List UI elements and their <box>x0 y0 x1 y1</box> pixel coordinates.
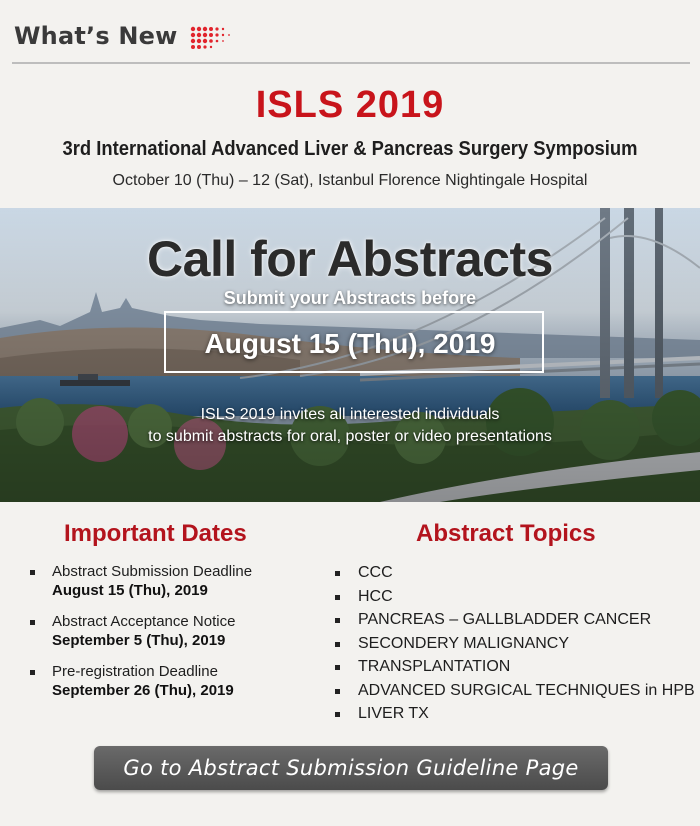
date-label: Pre-registration Deadline <box>52 663 218 680</box>
deadline-label-wrap <box>0 288 700 309</box>
bullet-icon <box>335 665 340 670</box>
event-title: ISLS 2019 <box>255 84 445 126</box>
list-item <box>24 612 252 662</box>
date-label: Abstract Acceptance Notice <box>52 613 236 630</box>
deadline-date: August 15 (Thu), 2019 <box>204 328 496 359</box>
topic-label: PANCREAS – GALLBLADDER CANCER <box>358 611 652 628</box>
header <box>0 0 700 64</box>
abstract-guideline-button[interactable]: Go to Abstract Submission Guideline Page <box>94 746 608 790</box>
list-item <box>330 562 695 586</box>
bullet-icon <box>335 618 340 623</box>
list-item <box>24 662 252 712</box>
topic-label: ADVANCED SURGICAL TECHNIQUES in HPB <box>358 681 695 699</box>
list-item <box>330 703 695 727</box>
event-date-venue: October 10 (Thu) – 12 (Sat), Istanbul Florence Nightingale Hospital <box>112 172 588 189</box>
header-divider <box>12 62 690 64</box>
date-value: August 15 (Thu), 2019 <box>52 582 208 599</box>
list-item <box>330 633 695 657</box>
section-label: What’s New <box>14 22 178 50</box>
red-dot-grid-icon <box>190 25 236 49</box>
list-item <box>330 609 695 633</box>
list-item <box>24 562 252 612</box>
bullet-icon <box>335 642 340 647</box>
invitation-line-2: to submit abstracts for oral, poster or video presentations <box>148 428 552 445</box>
abstract-topics-heading: Abstract Topics <box>416 520 596 547</box>
event-subtitle: 3rd International Advanced Liver & Pancreas Surgery Symposium <box>62 138 638 160</box>
important-dates-heading: Important Dates <box>64 520 247 547</box>
date-value: September 5 (Thu), 2019 <box>52 632 226 649</box>
topic-label: HCC <box>358 587 393 605</box>
bullet-icon <box>30 670 35 675</box>
list-item <box>330 586 695 610</box>
bullet-icon <box>335 689 340 694</box>
abstract-topics-list <box>330 562 695 727</box>
bullet-icon <box>335 712 340 717</box>
bullet-icon <box>30 570 35 575</box>
bullet-icon <box>30 620 35 625</box>
bullet-icon <box>335 595 340 600</box>
topic-label: TRANSPLANTATION <box>358 658 511 675</box>
topic-label: SECONDERY MALIGNANCY <box>358 634 570 652</box>
date-value: September 26 (Thu), 2019 <box>52 682 234 699</box>
list-item <box>330 656 695 680</box>
banner-title: Call for Abstracts <box>147 231 553 287</box>
deadline-label: Submit your Abstracts before <box>223 288 477 308</box>
topic-label: CCC <box>358 564 393 581</box>
topic-label: LIVER TX <box>358 705 429 722</box>
bullet-icon <box>335 571 340 576</box>
date-label: Abstract Submission Deadline <box>52 563 253 580</box>
list-item <box>330 680 695 704</box>
invitation-line-1: ISLS 2019 invites all interested individuals <box>200 406 500 423</box>
invitation-text <box>0 404 700 448</box>
important-dates-list <box>24 562 252 712</box>
call-for-abstracts-banner <box>0 208 700 502</box>
